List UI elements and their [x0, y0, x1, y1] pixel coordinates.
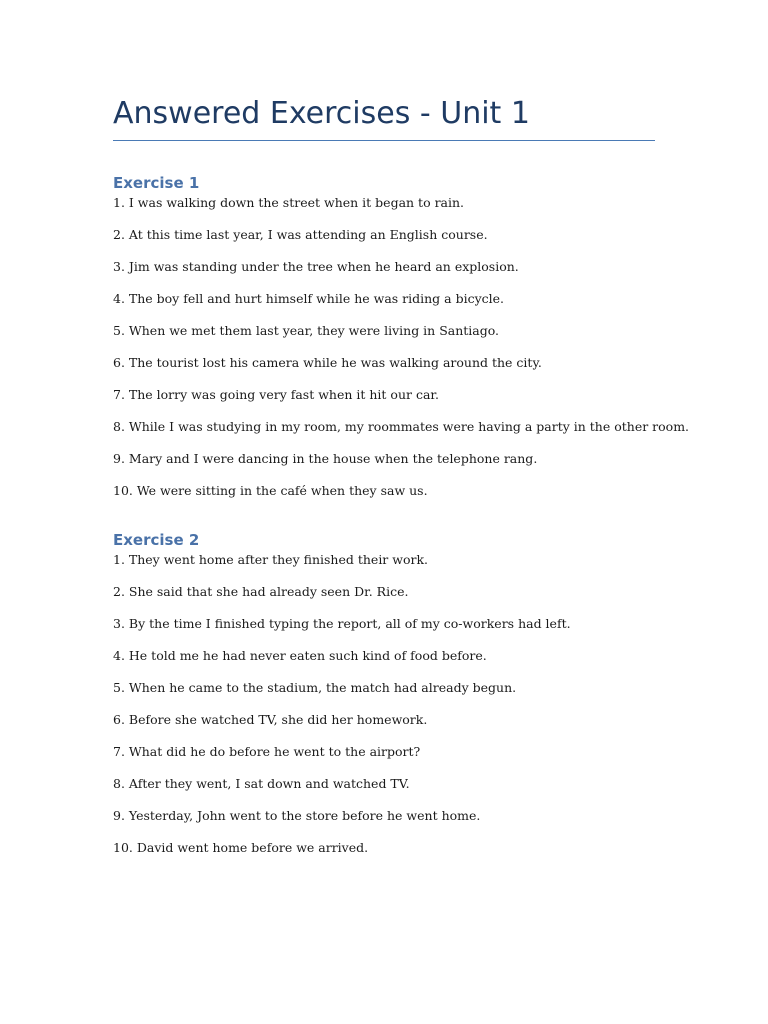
- answer-item: 7. The lorry was going very fast when it hit our car.: [113, 387, 439, 402]
- answer-item: 6. Before she watched TV, she did her homework.: [113, 712, 428, 727]
- section-heading: Exercise 1: [113, 174, 200, 192]
- answer-item: 9. Mary and I were dancing in the house when the telephone rang.: [113, 451, 538, 466]
- answer-item: 5. When we met them last year, they were living in Santiago.: [113, 323, 500, 338]
- answer-item: 1. They went home after they finished their work.: [113, 552, 429, 567]
- answer-item: 6. The tourist lost his camera while he was walking around the city.: [113, 355, 542, 370]
- answer-item: 10. David went home before we arrived.: [113, 840, 369, 855]
- answer-item: 5. When he came to the stadium, the match had already begun.: [113, 680, 517, 695]
- answer-list: [113, 552, 655, 856]
- answer-item: 8. While I was studying in my room, my roommates were having a party in the other room.: [113, 419, 690, 434]
- answer-item: 10. We were sitting in the café when they saw us.: [113, 483, 428, 498]
- answer-list: [113, 195, 690, 499]
- exercise-2-section: [113, 530, 655, 856]
- answer-item: 9. Yesterday, John went to the store before he went home.: [113, 808, 481, 823]
- answer-item: 2. She said that she had already seen Dr. Rice.: [113, 584, 409, 599]
- answer-item: 1. I was walking down the street when it began to rain.: [113, 195, 465, 210]
- answer-item: 7. What did he do before he went to the airport?: [113, 744, 421, 759]
- section-heading: Exercise 2: [113, 531, 200, 549]
- answer-item: 2. At this time last year, I was attending an English course.: [113, 227, 488, 242]
- answer-item: 3. Jim was standing under the tree when he heard an explosion.: [113, 259, 519, 274]
- document-page: [113, 94, 690, 856]
- exercise-1-section: [113, 173, 690, 499]
- answer-item: 3. By the time I finished typing the report, all of my co-workers had left.: [113, 616, 571, 631]
- answer-item: 4. The boy fell and hurt himself while he was riding a bicycle.: [113, 291, 505, 306]
- page-title: Answered Exercises - Unit 1: [113, 96, 530, 131]
- answer-item: 8. After they went, I sat down and watched TV.: [113, 776, 410, 791]
- title-divider: [113, 140, 655, 141]
- answer-item: 4. He told me he had never eaten such kind of food before.: [113, 648, 487, 663]
